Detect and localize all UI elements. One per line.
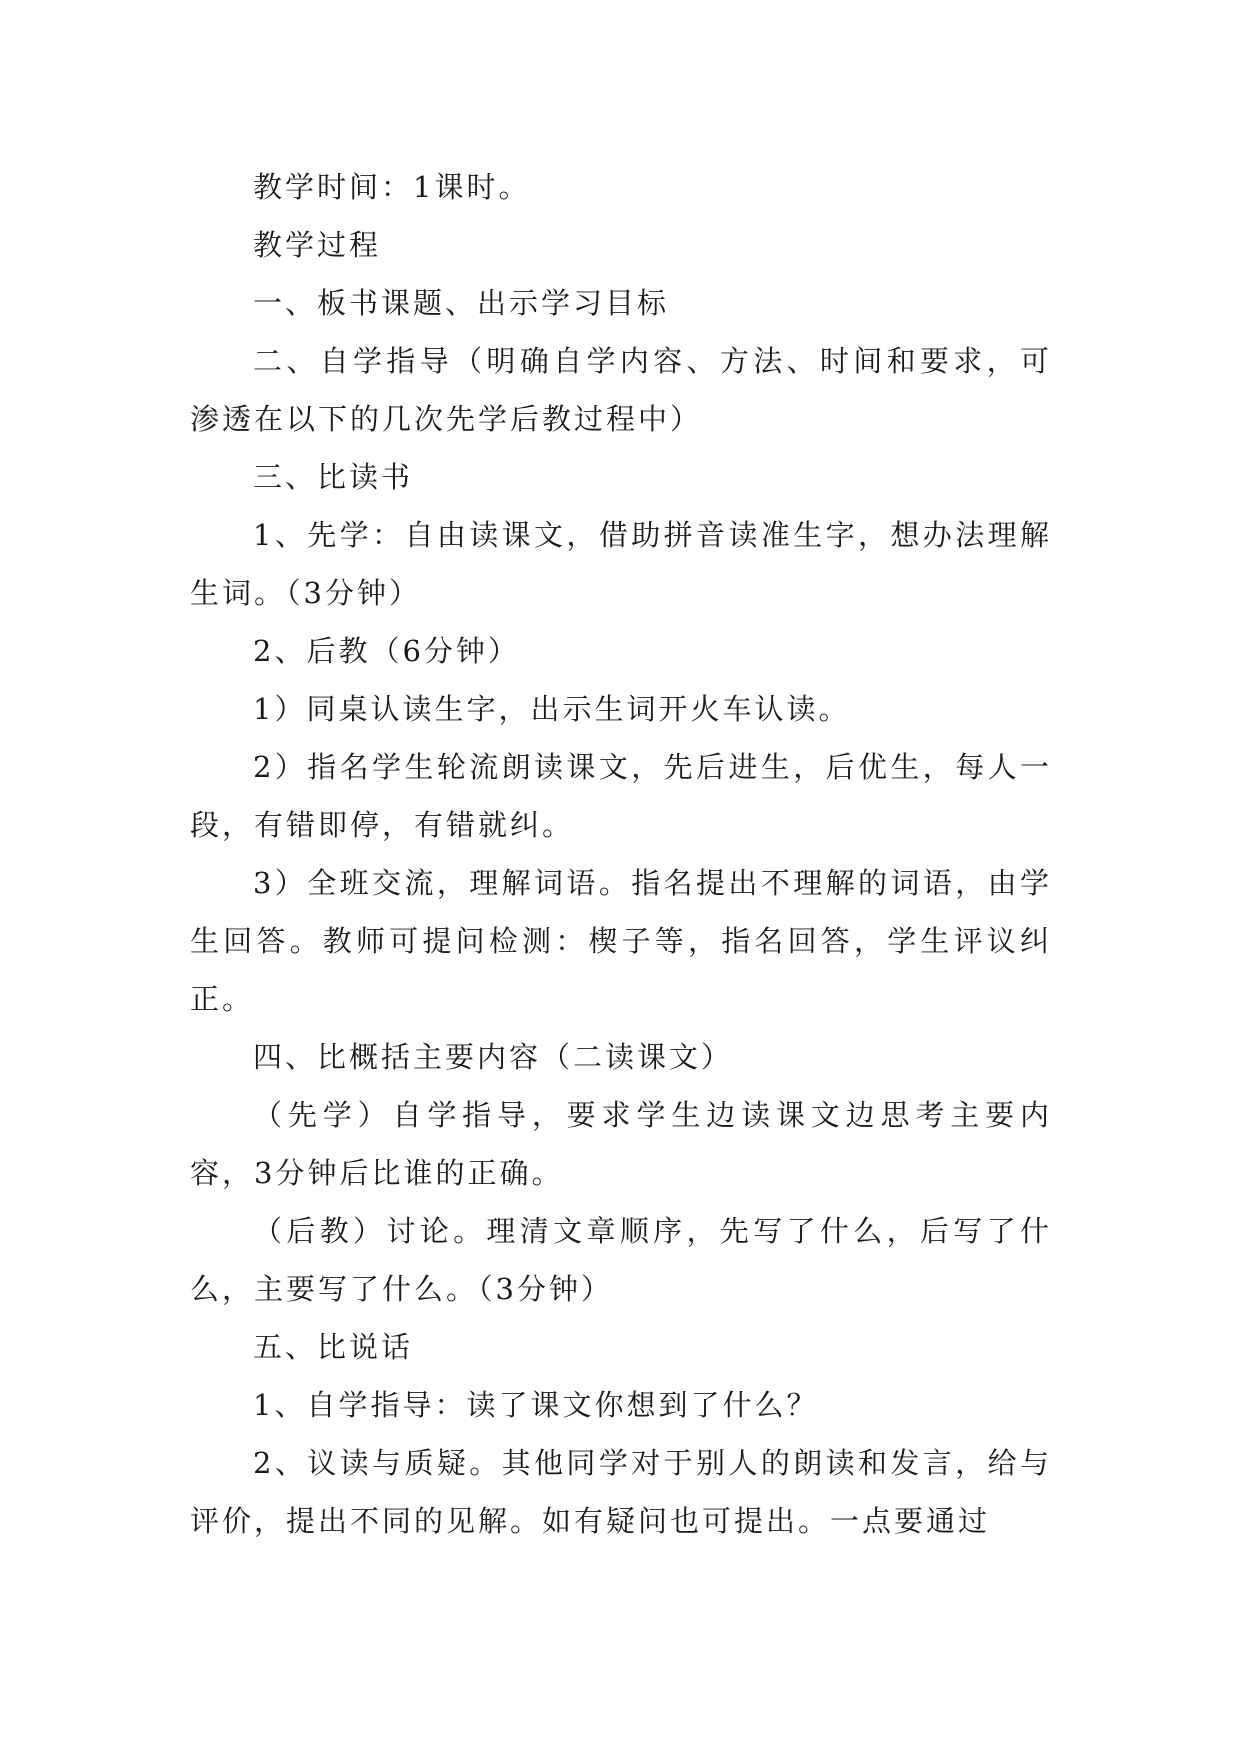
teaching-time-line: 教学时间：1课时。 [253, 170, 531, 204]
paragraph-step-2: 2）指名学生轮流朗读课文，先后进生，后优生，每人一段，有错即停，有错就纠。 [190, 750, 1052, 842]
section-one-heading: 一、板书课题、出示学习目标 [253, 286, 670, 320]
section-two-heading: 二、自学指导（明确自学内容、方法、时间和要求，可渗透在以下的几次先学后教过程中） [190, 344, 1052, 436]
paragraph-step-3: 3）全班交流，理解词语。指名提出不理解的词语，由学生回答。教师可提问检测：楔子等，指名回答，学生评议纠正。 [190, 866, 1052, 1016]
paragraph-discussion-questions: 2、议读与质疑。其他同学对于别人的朗读和发言，给与评价，提出不同的见解。如有疑问也可提出。一点要通过 [190, 1446, 1052, 1538]
paragraph-post-teaching-discussion: （后教）讨论。理清文章顺序，先写了什么，后写了什么，主要写了什么。（3分钟） [190, 1214, 1052, 1306]
paragraph-pre-study-summary: （先学）自学指导，要求学生边读课文边思考主要内容，3分钟后比谁的正确。 [190, 1098, 1052, 1190]
document-body [190, 158, 1052, 1550]
section-five-heading: 五、比说话 [253, 1330, 414, 1364]
paragraph-post-teaching: 2、后教（6分钟） [253, 634, 520, 668]
teaching-process-heading: 教学过程 [253, 228, 382, 262]
paragraph-pre-study: 1、先学：自由读课文，借助拼音读准生字，想办法理解生词。（3分钟） [190, 518, 1052, 610]
paragraph-step-1: 1）同桌认读生字，出示生词开火车认读。 [253, 692, 851, 726]
section-three-heading: 三、比读书 [253, 460, 414, 494]
paragraph-self-study-guide: 1、自学指导：读了课文你想到了什么？ [253, 1388, 819, 1422]
section-four-heading: 四、比概括主要内容（二读课文） [253, 1040, 734, 1074]
